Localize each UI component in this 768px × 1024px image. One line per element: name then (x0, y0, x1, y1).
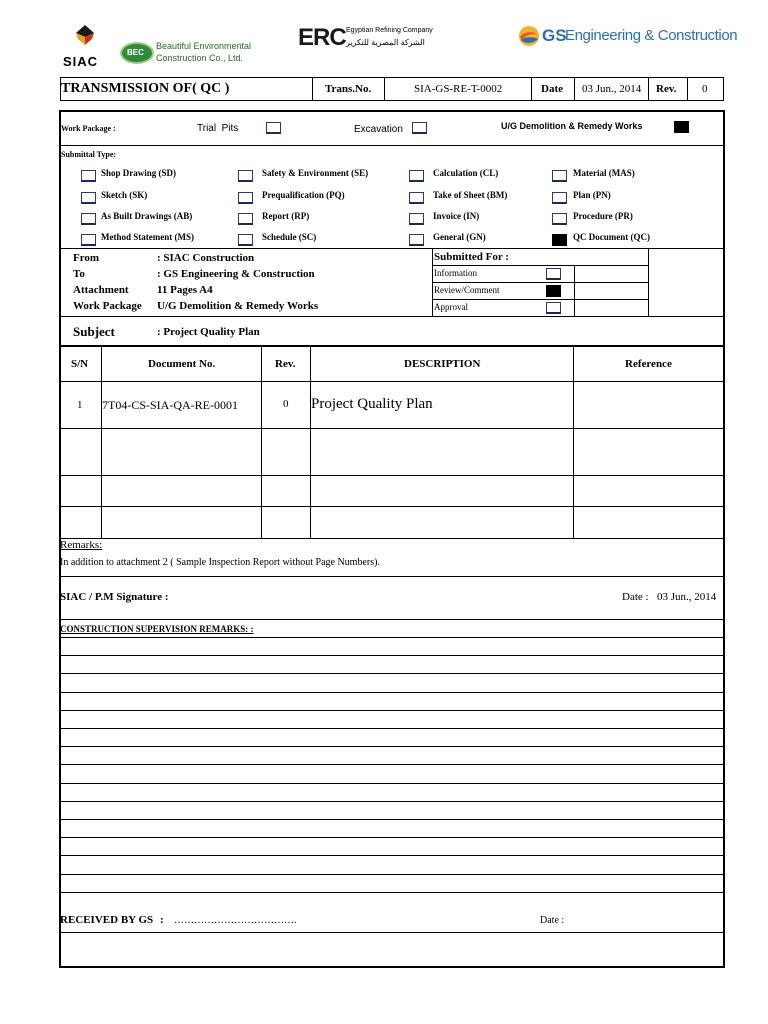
wp-checkbox-trial-pits[interactable] (266, 122, 281, 134)
col-header-rev: Rev. (275, 358, 296, 370)
received-date-label: Date : (540, 915, 565, 926)
col-header-reference: Reference (625, 358, 672, 370)
remarks-ruled-line (60, 837, 724, 838)
remarks-ruled-line (60, 874, 724, 875)
wp-option-label-trial-pits: Trial Pits (197, 123, 239, 134)
remarks-ruled-line (60, 764, 724, 765)
submittal-checkbox[interactable] (81, 213, 96, 225)
submittal-checkbox[interactable] (238, 170, 253, 182)
trans-no-value: SIA-GS-RE-T-0002 (414, 83, 503, 95)
submitted-for-approval-label: Approval (434, 302, 468, 312)
received-by-colon: : (160, 914, 164, 926)
erc-logo-text: ERC (298, 24, 346, 51)
bec-logo (120, 38, 260, 70)
signature-label: SIAC / P.M Signature : (60, 591, 169, 603)
remarks-ruled-line (60, 855, 724, 856)
siac-diamond-icon (74, 24, 96, 46)
erc-logo (298, 24, 448, 60)
date-value: 03 Jun., 2014 (582, 83, 642, 95)
submittal-checkbox[interactable] (409, 170, 424, 182)
submittal-checkbox[interactable] (238, 234, 253, 246)
col-header-sn: S/N (71, 358, 89, 370)
remarks-text: In addition to attachment 2 ( Sample Inspection Report without Page Numbers). (60, 557, 380, 568)
submittal-option-label: Material (MAS) (573, 168, 635, 178)
erc-name-en: Egyptian Refining Company (346, 27, 433, 34)
submittal-checkbox[interactable] (552, 234, 567, 246)
wp-option-label-excavation: Excavation (354, 124, 403, 135)
from-label: From (73, 252, 100, 264)
submittal-checkbox[interactable] (81, 234, 96, 246)
info-work-package-label: Work Package (73, 300, 142, 312)
submittal-checkbox[interactable] (552, 192, 567, 204)
submittal-option-label: Method Statement (MS) (101, 232, 194, 242)
remarks-ruled-line (60, 746, 724, 747)
submittal-option-label: Calculation (CL) (433, 168, 499, 178)
signature-date-label: Date : (622, 591, 649, 603)
remarks-ruled-line (60, 783, 724, 784)
rev-value: 0 (702, 83, 708, 95)
submittal-option-label: Schedule (SC) (262, 232, 317, 242)
submitted-for-info-checkbox[interactable] (546, 268, 561, 280)
submittal-checkbox[interactable] (238, 192, 253, 204)
cell-sn: 1 (77, 399, 83, 411)
remarks-ruled-line (60, 655, 724, 656)
submittal-checkbox[interactable] (552, 213, 567, 225)
submittal-checkbox[interactable] (409, 213, 424, 225)
cell-rev: 0 (283, 398, 289, 410)
submitted-for-label: Submitted For : (434, 251, 509, 263)
submittal-option-label: Safety & Environment (SE) (262, 168, 369, 178)
wp-option-label-ug-demolition: U/G Demolition & Remedy Works (501, 121, 643, 131)
submittal-checkbox[interactable] (409, 234, 424, 246)
remarks-ruled-line (60, 892, 724, 893)
bec-name-line2: Construction Co., Ltd. (156, 53, 244, 63)
remarks-ruled-line (60, 673, 724, 674)
remarks-ruled-line (60, 692, 724, 693)
submittal-checkbox[interactable] (81, 192, 96, 204)
gs-logo (518, 22, 738, 54)
submittal-option-label: Prequalification (PQ) (262, 190, 345, 200)
attachment-label: Attachment (73, 284, 129, 296)
submittal-option-label: General (GN) (433, 232, 486, 242)
trans-no-label: Trans.No. (325, 83, 372, 95)
info-work-package-value: U/G Demolition & Remedy Works (157, 300, 319, 312)
table-row (60, 382, 724, 428)
erc-name-ar: الشركة المصرية للتكرير (346, 38, 425, 47)
documents-table (60, 347, 724, 538)
submittal-option-label: As Built Drawings (AB) (101, 211, 193, 221)
submittal-type-label: Submittal Type: (61, 150, 117, 159)
gs-mark: GS (542, 26, 567, 45)
siac-logo-text: SIAC (63, 54, 99, 69)
work-package-label: Work Package : (61, 124, 116, 133)
remarks-ruled-line (60, 801, 724, 802)
to-value: : GS Engineering & Construction (157, 268, 315, 280)
submittal-option-label: Shop Drawing (SD) (101, 168, 177, 178)
signature-date-value: 03 Jun., 2014 (657, 591, 717, 603)
logo-header (60, 20, 738, 72)
submittal-option-label: Sketch (SK) (101, 190, 148, 200)
submitted-for-approval-checkbox[interactable] (546, 302, 561, 314)
received-by-signature-line: ………………………………. (174, 915, 297, 926)
to-label: To (73, 268, 85, 280)
rev-label: Rev. (656, 83, 677, 95)
siac-logo (60, 24, 112, 70)
submittal-grid (60, 160, 724, 248)
from-value: : SIAC Construction (157, 252, 255, 264)
wp-checkbox-excavation[interactable] (412, 122, 427, 134)
transmission-title: TRANSMISSION OF( QC ) (61, 81, 230, 96)
subject-label: Subject (73, 324, 115, 339)
remarks-ruled-line (60, 728, 724, 729)
submitted-for-review-checkbox[interactable] (546, 285, 561, 297)
col-header-document-no: Document No. (148, 358, 216, 370)
supervision-remarks-lines[interactable] (60, 637, 724, 910)
subject-value: : Project Quality Plan (157, 326, 260, 338)
work-package-row (60, 112, 724, 145)
submittal-option-label: Take of Sheet (BM) (433, 190, 508, 200)
submittal-option-label: Plan (PN) (573, 190, 611, 200)
submittal-checkbox[interactable] (238, 213, 253, 225)
cell-description: Project Quality Plan (311, 396, 433, 412)
submittal-option-label: Invoice (IN) (433, 211, 480, 221)
bec-badge-text: BEC (127, 48, 144, 57)
submittal-option-label: QC Document (QC) (573, 232, 650, 242)
wp-checkbox-ug-demolition[interactable] (674, 121, 689, 133)
cell-document-no: 7T04-CS-SIA-QA-RE-0001 (102, 398, 238, 412)
attachment-value: 11 Pages A4 (157, 284, 213, 296)
submittal-option-label: Procedure (PR) (573, 211, 633, 221)
supervision-remarks-label: CONSTRUCTION SUPERVISION REMARKS: : (60, 624, 254, 634)
col-header-description: DESCRIPTION (404, 358, 481, 370)
remarks-ruled-line (60, 710, 724, 711)
received-by-label: RECEIVED BY GS (60, 914, 154, 926)
date-label: Date (541, 83, 563, 95)
remarks-ruled-line (60, 819, 724, 820)
remarks-ruled-line (60, 637, 724, 638)
submittal-option-label: Report (RP) (262, 211, 310, 221)
submittal-checkbox[interactable] (552, 170, 567, 182)
submittal-checkbox[interactable] (409, 192, 424, 204)
submittal-checkbox[interactable] (81, 170, 96, 182)
bec-name-line1: Beautiful Environmental (156, 41, 252, 51)
gs-text: Engineering & Construction (565, 27, 738, 44)
submitted-for-info-label: Information (434, 268, 477, 278)
remarks-label: Remarks: (60, 539, 103, 551)
gs-swirl-icon (518, 25, 540, 47)
submitted-for-review-label: Review/Comment (434, 285, 500, 295)
